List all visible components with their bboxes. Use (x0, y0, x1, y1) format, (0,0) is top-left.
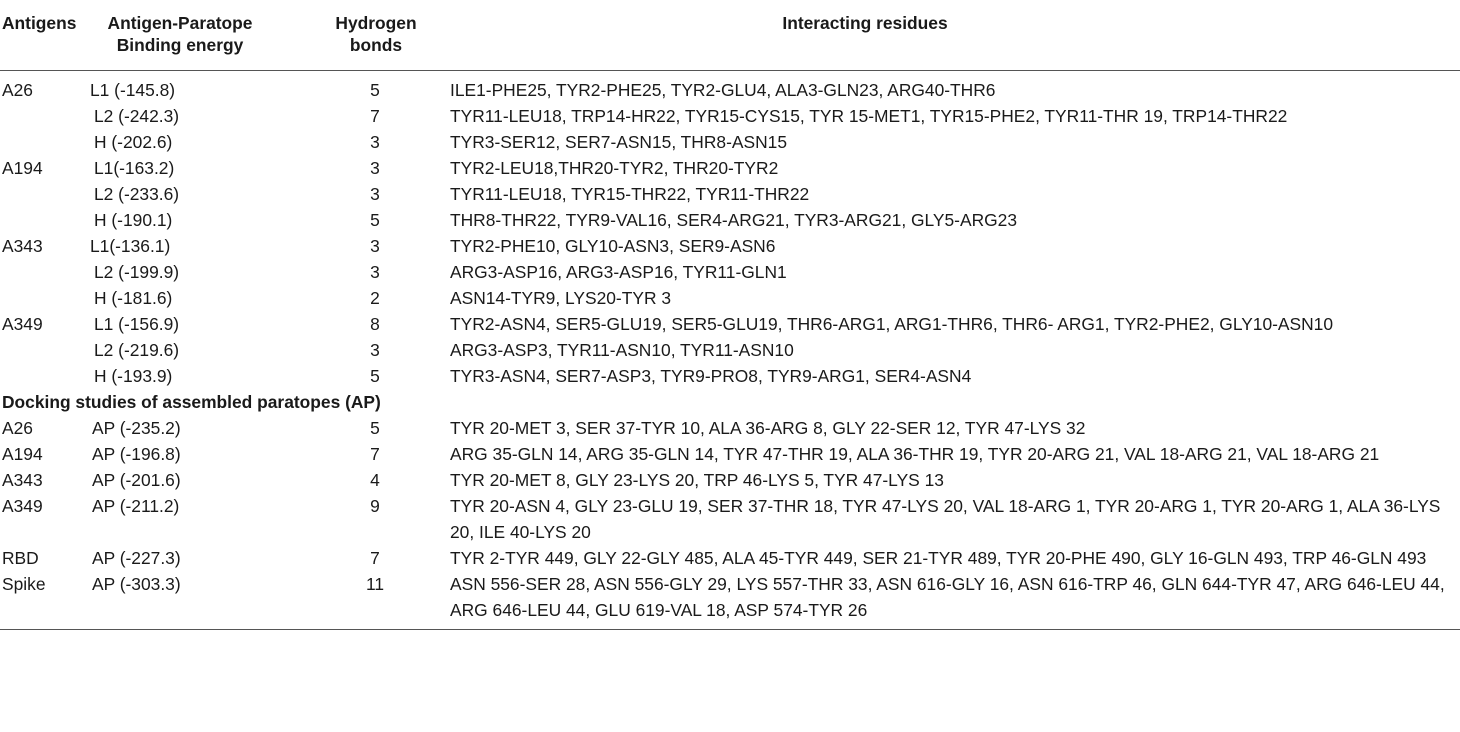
header-binding-energy (82, 6, 310, 71)
cell-hydrogen-bonds: 5 (370, 210, 380, 230)
cell-hydrogen-bonds: 8 (370, 314, 380, 334)
header-binding-energy-line1: Antigen-Paratope (107, 13, 253, 33)
cell-hydrogen-bonds: 5 (370, 80, 380, 100)
table-row (0, 337, 1460, 363)
cell-interacting-residues: TYR3-ASN4, SER7-ASP3, TYR9-PRO8, TYR9-ARG1, SER4-ASN4 (450, 366, 972, 386)
table-row (0, 571, 1460, 630)
cell-antigen: A343 (2, 470, 43, 490)
table-row (0, 545, 1460, 571)
cell-antigen: A349 (2, 496, 43, 516)
cell-hydrogen-bonds: 5 (370, 366, 380, 386)
table-body (0, 71, 1460, 630)
cell-interacting-residues: ASN 556-SER 28, ASN 556-GLY 29, LYS 557-THR 33, ASN 616-GLY 16, ASN 616-TRP 46, GLN 644-TYR 47, ARG 646-LEU 44, ARG 646-LEU 44, GLU 619-VAL 18, ASP 574-TYR 26 (450, 571, 1460, 630)
cell-hydrogen-bonds: 3 (370, 262, 380, 282)
cell-binding-energy: L2 (-233.6) (94, 184, 180, 204)
cell-antigen: Spike (0, 571, 82, 630)
cell-binding-energy: L2 (-219.6) (94, 340, 180, 360)
cell-hydrogen-bonds: 9 (370, 496, 380, 516)
cell-binding-energy: H (-181.6) (94, 288, 173, 308)
cell-interacting-residues: TYR 20-MET 3, SER 37-TYR 10, ALA 36-ARG 8, GLY 22-SER 12, TYR 47-LYS 32 (450, 418, 1086, 438)
header-row (0, 6, 1460, 71)
cell-binding-energy: L1(-163.2) (94, 158, 175, 178)
cell-hydrogen-bonds: 4 (370, 470, 380, 490)
table-row (0, 233, 1460, 259)
cell-interacting-residues: TYR11-LEU18, TRP14-HR22, TYR15-CYS15, TYR 15-MET1, TYR15-PHE2, TYR11-THR 19, TRP14-THR22 (450, 106, 1288, 126)
table-row (0, 259, 1460, 285)
cell-interacting-residues: ILE1-PHE25, TYR2-PHE25, TYR2-GLU4, ALA3-GLN23, ARG40-THR6 (450, 80, 996, 100)
cell-hydrogen-bonds: 3 (370, 184, 380, 204)
cell-interacting-residues: ASN14-TYR9, LYS20-TYR 3 (450, 288, 672, 308)
cell-binding-energy: L2 (-242.3) (94, 106, 180, 126)
cell-hydrogen-bonds: 3 (370, 236, 380, 256)
cell-interacting-residues: ARG3-ASP16, ARG3-ASP16, TYR11-GLN1 (450, 262, 787, 282)
cell-hydrogen-bonds: 3 (370, 340, 380, 360)
cell-antigen (0, 181, 82, 207)
cell-antigen: A26 (2, 418, 33, 438)
cell-interacting-residues: TYR 2-TYR 449, GLY 22-GLY 485, ALA 45-TYR 449, SER 21-TYR 489, TYR 20-PHE 490, GLY 16-GLN 493, TRP 46-GLN 493 (450, 548, 1427, 568)
table-row (0, 311, 1460, 337)
cell-binding-energy: L1 (-156.9) (94, 314, 180, 334)
table-row (0, 181, 1460, 207)
cell-binding-energy: AP (-211.2) (92, 496, 180, 516)
table-row (0, 71, 1460, 104)
cell-binding-energy: L1(-136.1) (90, 236, 171, 256)
cell-hydrogen-bonds: 7 (370, 444, 380, 464)
cell-interacting-residues: ARG3-ASP3, TYR11-ASN10, TYR11-ASN10 (450, 340, 794, 360)
cell-binding-energy: H (-193.9) (94, 366, 173, 386)
cell-binding-energy: L2 (-199.9) (94, 262, 180, 282)
cell-antigen (0, 103, 82, 129)
cell-interacting-residues: TYR2-ASN4, SER5-GLU19, SER5-GLU19, THR6-ARG1, ARG1-THR6, THR6- ARG1, TYR2-PHE2, GLY10-ASN10 (450, 314, 1334, 334)
header-binding-energy-line2: Binding energy (116, 35, 244, 55)
table-row (0, 363, 1460, 389)
cell-antigen: A26 (2, 80, 33, 100)
cell-interacting-residues: TYR 20-ASN 4, GLY 23-GLU 19, SER 37-THR 18, TYR 47-LYS 20, VAL 18-ARG 1, TYR 20-ARG 1, TYR 20-ARG 1, ALA 36-LYS 20, ILE 40-LYS 20 (450, 496, 1441, 542)
table-row (0, 207, 1460, 233)
cell-antigen (0, 129, 82, 155)
header-interacting-residues: Interacting residues (450, 6, 1460, 71)
table-row (0, 155, 1460, 181)
cell-binding-energy: H (-202.6) (94, 132, 173, 152)
cell-antigen: A349 (2, 314, 43, 334)
cell-hydrogen-bonds: 2 (370, 288, 380, 308)
cell-antigen (0, 285, 82, 311)
table-row (0, 415, 1460, 441)
section-title: Docking studies of assembled paratopes (AP) (2, 392, 381, 412)
cell-binding-energy: AP (-196.8) (92, 444, 181, 464)
cell-antigen (0, 363, 82, 389)
cell-antigen (0, 207, 82, 233)
cell-antigen: A194 (2, 444, 43, 464)
cell-antigen: A194 (2, 158, 43, 178)
cell-hydrogen-bonds: 3 (370, 132, 380, 152)
header-hydrogen-bonds (310, 6, 450, 71)
section-row (0, 389, 1460, 415)
cell-binding-energy: AP (-235.2) (92, 418, 181, 438)
cell-interacting-residues: ARG 35-GLN 14, ARG 35-GLN 14, TYR 47-THR 19, ALA 36-THR 19, TYR 20-ARG 21, VAL 18-ARG 21, VAL 18-ARG 21 (450, 444, 1380, 464)
cell-interacting-residues: THR8-THR22, TYR9-VAL16, SER4-ARG21, TYR3-ARG21, GLY5-ARG23 (450, 210, 1018, 230)
table-row (0, 493, 1460, 545)
cell-binding-energy: AP (-227.3) (92, 548, 181, 568)
header-antigens: Antigens (0, 6, 82, 71)
table-row (0, 285, 1460, 311)
cell-interacting-residues: TYR2-PHE10, GLY10-ASN3, SER9-ASN6 (450, 236, 776, 256)
cell-antigen (0, 337, 82, 363)
cell-interacting-residues: TYR2-LEU18,THR20-TYR2, THR20-TYR2 (450, 158, 779, 178)
cell-hydrogen-bonds: 7 (370, 106, 380, 126)
cell-antigen: RBD (2, 548, 39, 568)
cell-binding-energy: AP (-201.6) (92, 470, 181, 490)
cell-hydrogen-bonds: 7 (370, 548, 380, 568)
table-row (0, 467, 1460, 493)
cell-hydrogen-bonds: 3 (370, 158, 380, 178)
header-hydrogen-bonds-line2: bonds (349, 35, 403, 55)
header-hydrogen-bonds-line1: Hydrogen (335, 13, 417, 33)
cell-hydrogen-bonds: 5 (370, 418, 380, 438)
cell-hydrogen-bonds: 11 (310, 571, 450, 630)
cell-antigen: A343 (2, 236, 43, 256)
cell-interacting-residues: TYR3-SER12, SER7-ASN15, THR8-ASN15 (450, 132, 787, 152)
table-row (0, 441, 1460, 467)
cell-interacting-residues: TYR 20-MET 8, GLY 23-LYS 20, TRP 46-LYS 5, TYR 47-LYS 13 (450, 470, 944, 490)
cell-interacting-residues: TYR11-LEU18, TYR15-THR22, TYR11-THR22 (450, 184, 810, 204)
cell-binding-energy: H (-190.1) (94, 210, 173, 230)
table-row (0, 129, 1460, 155)
table-header (0, 6, 1460, 71)
cell-binding-energy: AP (-303.3) (82, 571, 310, 630)
docking-results-table (0, 6, 1460, 630)
table-row (0, 103, 1460, 129)
cell-antigen (0, 259, 82, 285)
cell-binding-energy: L1 (-145.8) (90, 80, 176, 100)
